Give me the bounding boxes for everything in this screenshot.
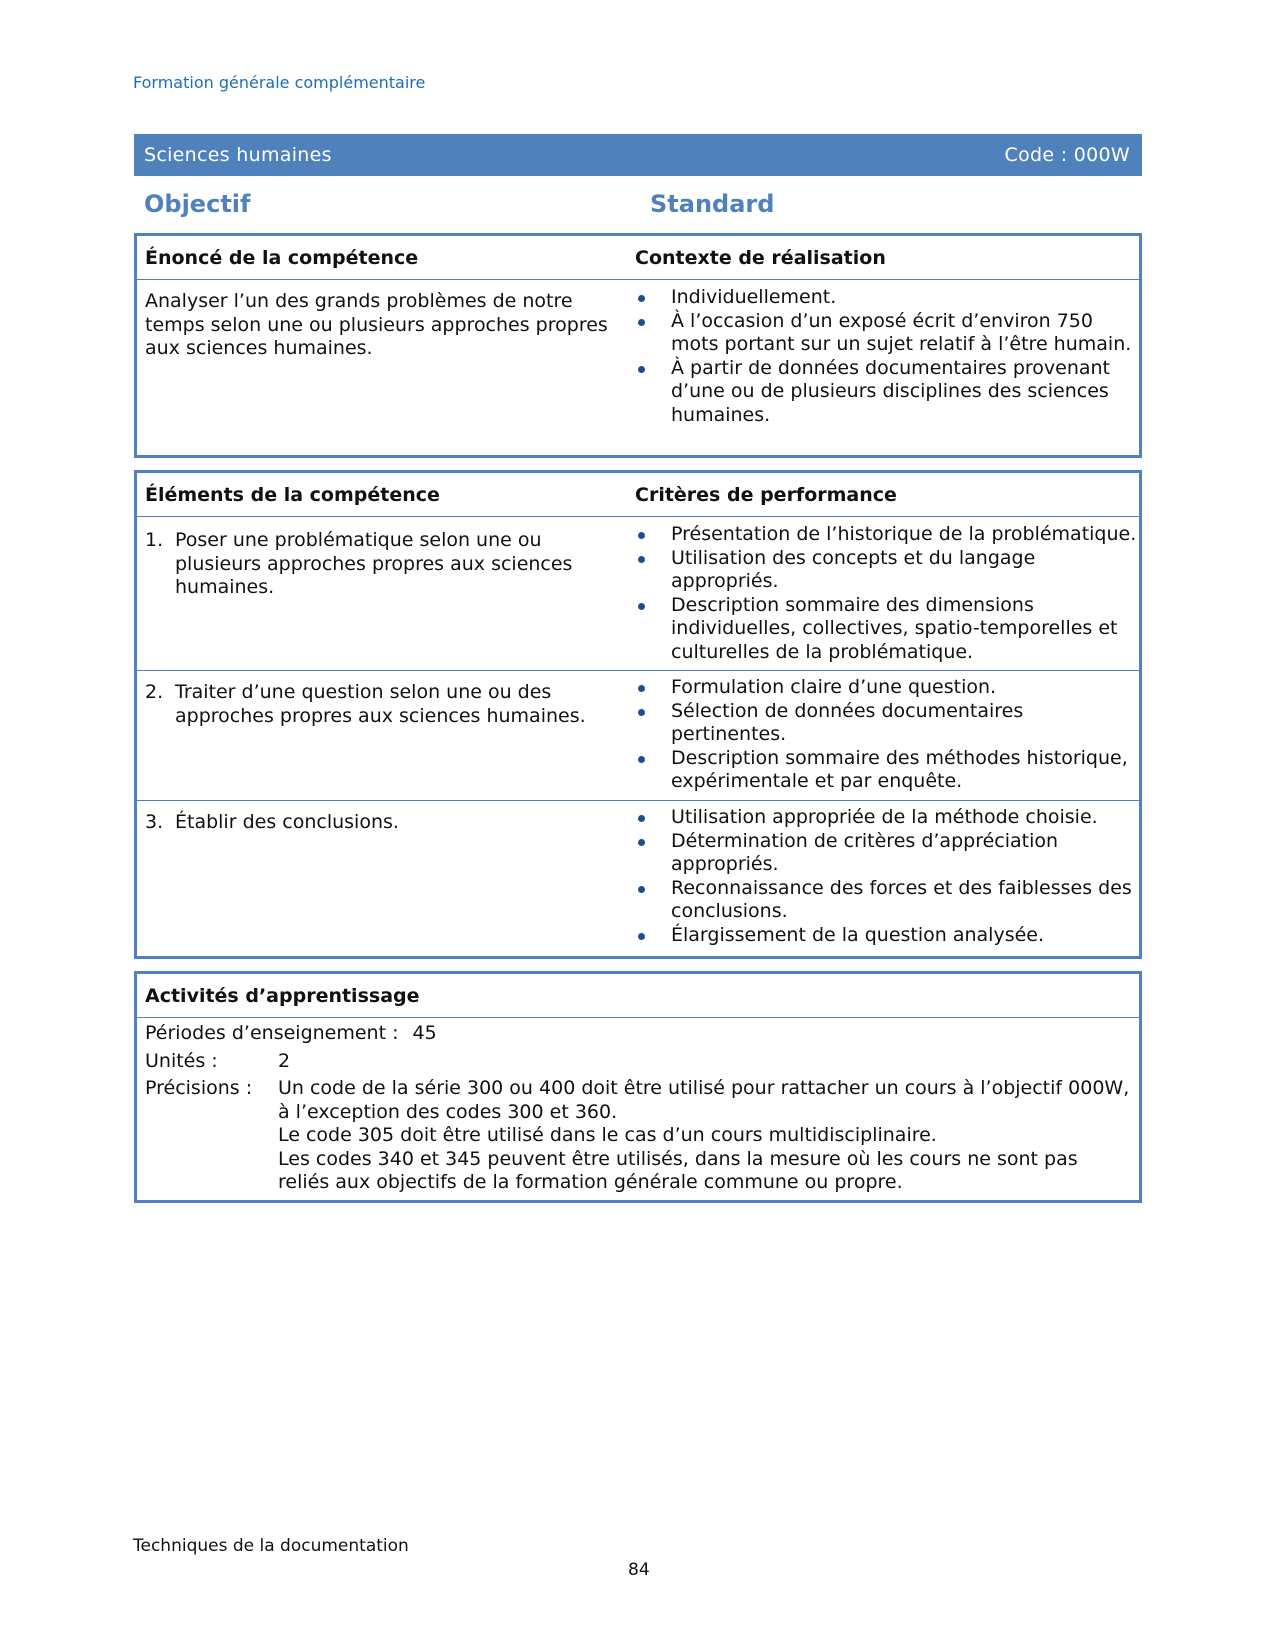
unites-value: 2 xyxy=(278,1049,291,1072)
running-head: Formation générale complémentaire xyxy=(133,73,426,92)
activities-header-row xyxy=(137,974,1139,1017)
element-row xyxy=(137,800,1139,955)
bullet-icon xyxy=(638,532,645,539)
enonce-table xyxy=(134,233,1142,458)
bullet-icon xyxy=(638,685,645,692)
bullet-icon xyxy=(638,839,645,846)
contexte-item: À l’occasion d’un exposé écrit d’environ 750 mots portant sur un sujet relatif à l’être humain. xyxy=(633,310,1139,357)
contexte-item: Individuellement. xyxy=(633,286,1139,310)
objectif-heading: Objectif xyxy=(144,190,251,218)
critere-item: Reconnaissance des forces et des faiblesses des conclusions. xyxy=(633,877,1139,924)
periodes-row xyxy=(145,1022,1131,1046)
bullet-icon xyxy=(638,933,645,940)
precisions-row xyxy=(145,1077,1131,1195)
bullet-icon xyxy=(638,319,645,326)
criteres-list xyxy=(633,676,1139,794)
critere-item: Élargissement de la question analysée. xyxy=(633,924,1139,948)
enonce-table-body xyxy=(137,279,1139,427)
bullet-icon xyxy=(638,886,645,893)
elements-table xyxy=(134,470,1142,959)
course-code: Code : 000W xyxy=(1004,144,1130,166)
unites-label: Unités : xyxy=(145,1049,218,1072)
critere-item: Formulation claire d’une question. xyxy=(633,676,1139,700)
course-banner xyxy=(134,134,1142,176)
bullet-icon xyxy=(638,815,645,822)
critere-item: Description sommaire des méthodes historique, expérimentale et par enquête. xyxy=(633,747,1139,794)
criteres-list xyxy=(633,523,1139,664)
critere-item: Description sommaire des dimensions individuelles, collectives, spatio-temporelles et culturelles de la problématique. xyxy=(633,594,1139,665)
enonce-text: Analyser l’un des grands problèmes de notre temps selon une ou plusieurs approches propres aux sciences humaines. xyxy=(145,290,608,359)
contexte-header: Contexte de réalisation xyxy=(635,247,886,269)
bullet-icon xyxy=(638,556,645,563)
bullet-icon xyxy=(638,366,645,373)
bullet-icon xyxy=(638,756,645,763)
course-title: Sciences humaines xyxy=(144,144,332,166)
activities-body xyxy=(137,1017,1139,1195)
critere-item: Détermination de critères d’appréciation appropriés. xyxy=(633,830,1139,877)
enonce-table-header xyxy=(137,236,1139,279)
precision-text: Les codes 340 et 345 peuvent être utilisés, dans la mesure où les cours ne sont pas reliés aux objectifs de la formation générale commune ou propre. xyxy=(278,1147,1078,1193)
unites-row xyxy=(145,1050,1131,1074)
element-row xyxy=(137,670,1139,800)
critere-item: Présentation de l’historique de la problématique. xyxy=(633,523,1139,547)
criteres-list xyxy=(633,806,1139,947)
contexte-list xyxy=(633,286,1139,427)
section-titles xyxy=(144,190,1144,226)
bullet-icon xyxy=(638,295,645,302)
element-row xyxy=(137,516,1139,670)
bullet-icon xyxy=(638,709,645,716)
critere-item: Sélection de données documentaires pertinentes. xyxy=(633,700,1139,747)
critere-item: Utilisation des concepts et du langage appropriés. xyxy=(633,547,1139,594)
activities-table xyxy=(134,971,1142,1203)
elements-table-header xyxy=(137,473,1139,516)
elements-header: Éléments de la compétence xyxy=(145,484,440,506)
criteres-header: Critères de performance xyxy=(635,484,897,506)
precision-text: Le code 305 doit être utilisé dans le cas d’un cours multidisciplinaire. xyxy=(278,1124,937,1146)
element-text: 2. Traiter d’une question selon une ou des approches propres aux sciences humaines. xyxy=(145,681,586,727)
critere-item: Utilisation appropriée de la méthode choisie. xyxy=(633,806,1139,830)
precisions-label: Précisions : xyxy=(145,1077,253,1099)
element-text: 3. Établir des conclusions. xyxy=(145,811,399,833)
enonce-header: Énoncé de la compétence xyxy=(145,247,419,269)
precision-text: Un code de la série 300 ou 400 doit être utilisé pour rattacher un cours à l’objectif 000W, à l’exception des codes 300 et 360. xyxy=(278,1077,1130,1123)
bullet-icon xyxy=(638,603,645,610)
standard-heading: Standard xyxy=(650,190,775,218)
contexte-item: À partir de données documentaires provenant d’une ou de plusieurs disciplines des sciences humaines. xyxy=(633,357,1139,428)
periodes-label: Périodes d’enseignement : xyxy=(145,1022,399,1044)
activities-header: Activités d’apprentissage xyxy=(145,985,420,1007)
footer-title: Techniques de la documentation xyxy=(133,1536,409,1556)
periodes-value: 45 xyxy=(412,1022,437,1044)
element-text: 1. Poser une problématique selon une ou plusieurs approches propres aux sciences humaines. xyxy=(145,529,573,598)
page-number: 84 xyxy=(628,1560,650,1580)
